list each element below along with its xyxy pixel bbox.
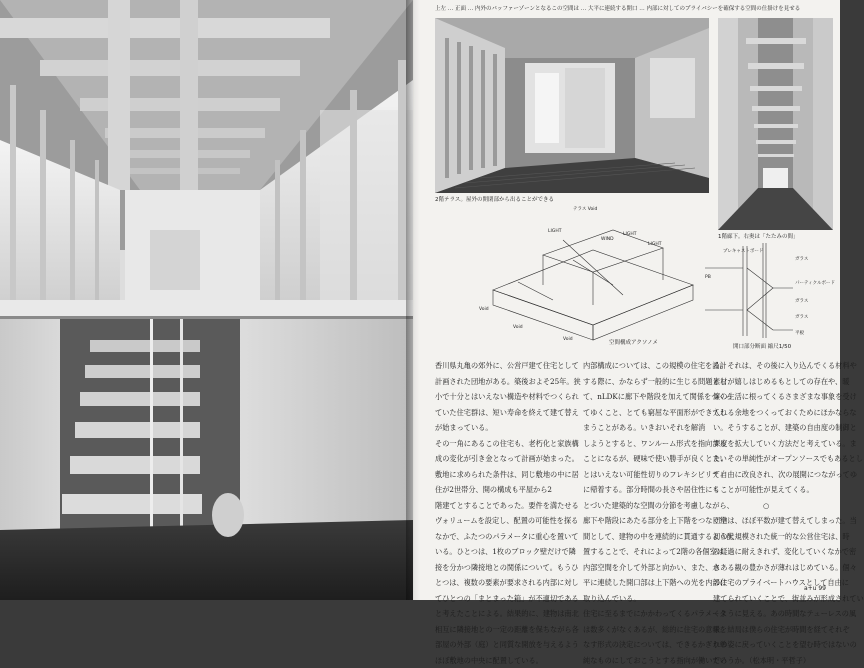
body-text-line: いる。ひとつは、1枚のブロック壁だけで隣 <box>435 544 581 560</box>
top-caption: 上左 … 正面 … 内外のバッファーゾーンとなるこの空間は … 大平に連続する開口 … 内部に対してのプライバシーを確保する空間の仕掛けを見せる <box>435 6 800 13</box>
axon-label: LIGHT <box>648 241 662 247</box>
terrace-photo <box>435 18 709 193</box>
body-text-line: 住宅に至るまでにかかわってくるパラメータ <box>583 606 734 622</box>
corridor-photo <box>0 0 413 600</box>
body-text-line: 内部構成については、この規模の住宅を設計 <box>583 358 734 374</box>
section-label: 平板 <box>795 329 804 336</box>
body-text-line: に帰着する。部分時間の長さや居住性にも <box>583 482 734 498</box>
body-text-line: 敷地に求められた条件は、同じ敷地の中に居 <box>435 467 581 483</box>
body-text-line: 小で十分とはいえない構造や材料でつくられ <box>435 389 581 405</box>
body-text-line: 相互に隣接地との一定の距離を保ちながら各 <box>435 622 581 638</box>
body-text-line: 置することで、それによって2階の各個室は、 <box>583 544 734 560</box>
corridor-photo-drawing <box>0 0 413 600</box>
body-text-line: と考えたことによる。結果的に、建物は南北 <box>435 606 581 622</box>
body-text-line: 課度を拡大していく方法だと考えている。ま <box>713 436 864 452</box>
body-text-line: 住が2世帯分、開の構成も平屋から2 <box>435 482 581 498</box>
section-detail-diagram <box>703 238 838 343</box>
body-text-line: 簾の生活に根ってくるさまざまな事象を受け <box>713 389 864 405</box>
body-text-line <box>713 498 864 514</box>
text-page <box>413 0 840 600</box>
body-text-line: とはいえない可能性切りのフレキシビリティ <box>583 467 734 483</box>
body-text-line: 階建てとすることであった。要件を満たせる <box>435 498 581 514</box>
body-text-line: て自由に改良され、次の展開につながってゆ <box>713 467 864 483</box>
body-text-line: 景。結局は僕らの住宅が時間を経てそれぞ <box>713 622 864 638</box>
body-text-line: 内部空間を介して外部と向かい、また、水 <box>583 560 734 576</box>
body-text-line: まうことがある。いきおいそれを解消 <box>583 420 734 436</box>
section-label: パーティクルボード <box>795 280 835 286</box>
body-column-2 <box>583 358 734 668</box>
body-text-line: れの姿に戻っていくことを望む時ではないの <box>713 637 864 653</box>
body-text-line: い。そうすることが、建築の自由度の制御と <box>713 420 864 436</box>
body-text-line: 成の変化が引き金となって計画が始まった。 <box>435 451 581 467</box>
gutter-shadow <box>406 0 420 600</box>
section-break-ornament: ○ <box>763 498 769 514</box>
axon-label: WIND <box>601 236 614 242</box>
body-text-line: する際に、かならず一般的に生じる問題とし <box>583 374 734 390</box>
section-label: PB <box>705 274 711 280</box>
axon-label: LIGHT <box>623 231 637 237</box>
body-text-line: 廊下や階段にあたる部分を上下階をつなぐ空 <box>583 513 734 529</box>
body-text-line: 入れる余地をつくっておくためにほかならな <box>713 405 864 421</box>
body-column-1 <box>435 358 581 668</box>
body-text-line: しようとすると、ワンルーム形式を指向する <box>583 436 734 452</box>
body-text-line: 香川県丸亀の郊外に、公営戸建て住宅として <box>435 358 581 374</box>
body-text-line: くことが可能性が見えてくる。 <box>713 482 864 498</box>
body-text-line: 取り込んでいる。 <box>583 591 734 607</box>
body-text-line: ことになるが、硬味で使い勝手が良くとまい <box>583 451 734 467</box>
section-caption: 開口部分断面 縮尺1/50 <box>733 344 791 351</box>
axon-label: LIGHT <box>548 228 562 234</box>
section-label: ガラス <box>795 256 808 262</box>
body-text-line: が始まっている。 <box>435 420 581 436</box>
axon-label: Void <box>479 306 489 312</box>
body-text-line: とつは、複数の要素が要求される内部に対し <box>435 575 581 591</box>
page-number: a+u 99 <box>804 585 826 592</box>
body-text-line: ていた住宅群は、短い寿命を終えて建て替え <box>435 405 581 421</box>
body-text-line: だろうか。（松本明・平哲子） <box>713 653 864 668</box>
body-text-line: なす形式の決定については、できるかぎり単 <box>583 637 734 653</box>
body-text-line: 団地は、ほぼ平数が建て替えてしまった。当 <box>713 513 864 529</box>
section-label: プレキャストボード <box>723 248 763 254</box>
body-text-line: 素材が嬉しはじめるもとしての存在や、暖 <box>713 374 864 390</box>
body-text-line: は数多くがなくあるが、総的に住宅の意味を <box>583 622 734 638</box>
axon-label: Void <box>513 324 523 330</box>
body-text-line: 部屋の外部（庭）と同質な開放を与えるよう <box>435 637 581 653</box>
body-text-line: くように見える。あの時間なテューレスの風 <box>713 606 864 622</box>
body-text-line: その一角にあるこの住宅も、老朽化と家族構 <box>435 436 581 452</box>
axon-label: テラス Void <box>573 206 598 212</box>
body-text-line: てゆくこと、とても窮屈な平面形ができてし <box>583 405 734 421</box>
body-text-line: た、その単純性がオープンソースでもあるとし <box>713 451 864 467</box>
body-text-line: てひとつの「まとまった箱」が不適切である <box>435 591 581 607</box>
axonometric-diagram <box>473 200 703 350</box>
body-column-3 <box>713 358 864 668</box>
stair-photo <box>718 18 833 230</box>
section-label: ガラス <box>795 298 808 304</box>
stair-caption: 1階廊下。右奥は「たたみの間」 <box>718 234 799 241</box>
body-text-line: 平に連続した開口部は上下階への光を内部に <box>583 575 734 591</box>
body-text-line: ヴォリュームを設定し、配置の可能性を探る <box>435 513 581 529</box>
axon-caption: 空間構成アクソノメ <box>609 340 658 347</box>
body-text-line: 純なものにしておこうとする指向が働いてい <box>583 653 734 668</box>
body-text-line: さある観の豊かさが薄れはじめている。個々 <box>713 560 864 576</box>
body-text-line: の住宅のプライベートハウスとして自由に <box>713 575 864 591</box>
terrace-caption: 2階テラス。屋外の開閉部から出ることができる <box>435 197 554 204</box>
body-text-line: とづいた建築的な空間の分節を考慮しながら、 <box>583 498 734 514</box>
body-text-line: 建てられていくことで、街並みが形成されてい <box>713 591 864 607</box>
body-text-line: 計画された団地がある。築後およそ25年。狭 <box>435 374 581 390</box>
body-text-line: 間として、建物の中を連続的に貫通するよう配 <box>583 529 734 545</box>
section-label: ガラス <box>795 314 808 320</box>
body-text-line: なかで、ふたつのパラメータに重心を置いて <box>435 529 581 545</box>
body-text-line: る。それは、その後に入り込んでくる材料や <box>713 358 864 374</box>
body-text-line: 初の大規模された統一的な公営住宅は、時 <box>713 529 864 545</box>
body-text-line: の経過に耐えきれず、変化していくなかで密 <box>713 544 864 560</box>
body-text-line: 接を分かつ隣接地との関係について。もうひ <box>435 560 581 576</box>
body-text-line: て、nLDKに廊下や階段を加えて関係をつくっ <box>583 389 734 405</box>
body-text-line: ほぼ敷地の中央に配置している。 <box>435 653 581 668</box>
axon-label: Void <box>563 336 573 342</box>
